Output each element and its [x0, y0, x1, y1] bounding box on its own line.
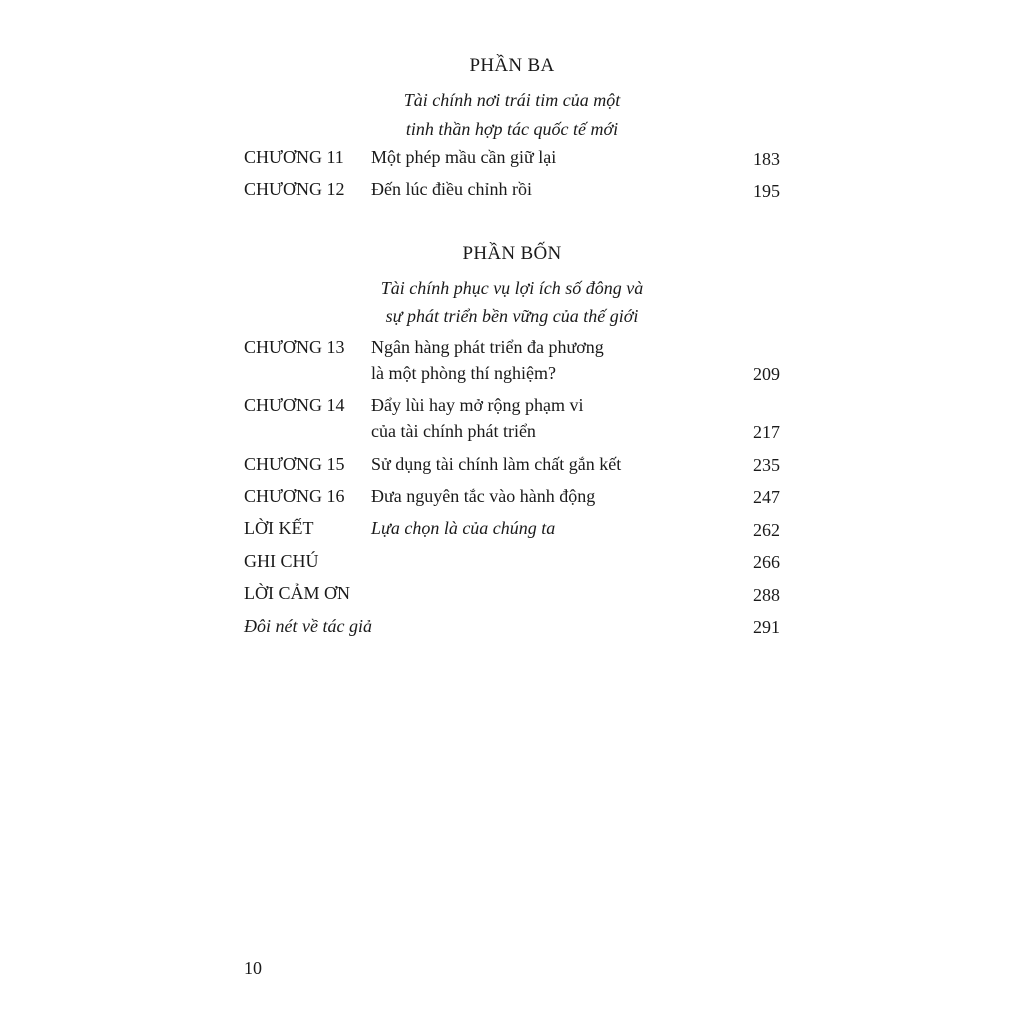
part-four-subtitle-line1: Tài chính phục vụ lợi ích số đông và [380, 278, 644, 298]
part-four-subtitle-line2: sự phát triển bền vững của thế giới [385, 306, 639, 326]
part-three-subtitle-line1: Tài chính nơi trái tim của một [403, 90, 621, 110]
toc-entry-title: Đến lúc điều chỉnh rồi [371, 179, 532, 199]
part-three-heading: PHẦN BA [469, 55, 555, 76]
toc-entry-label: CHƯƠNG 13 [244, 337, 345, 357]
toc-entry-label: Đôi nét về tác giả [244, 616, 372, 636]
toc-entry-page: 262 [753, 520, 780, 540]
toc-entry-label: CHƯƠNG 11 [244, 147, 344, 167]
part-four-heading: PHẦN BỐN [462, 243, 562, 264]
toc-entry-title: Ngân hàng phát triển đa phương [371, 337, 604, 357]
page-number-folio: 10 [244, 958, 262, 978]
toc-entry-chapter-14[interactable] [0, 392, 1024, 444]
toc-entry-chapter-13[interactable] [0, 334, 1024, 386]
toc-entry-page: 266 [753, 552, 780, 572]
toc-entry-title-continued: của tài chính phát triển [371, 421, 536, 441]
toc-entry-label: CHƯƠNG 15 [244, 454, 345, 474]
toc-entry-page: 209 [753, 364, 780, 384]
toc-entry-title-continued: là một phòng thí nghiệm? [371, 363, 556, 383]
toc-entry-page: 291 [753, 617, 780, 637]
toc-entry-title: Lựa chọn là của chúng ta [371, 518, 556, 538]
toc-entry-page: 247 [753, 487, 780, 507]
toc-entry-label: CHƯƠNG 12 [244, 179, 345, 199]
toc-entry-title: Đẩy lùi hay mở rộng phạm vi [371, 395, 584, 415]
toc-entry-page: 235 [753, 455, 780, 475]
toc-entry-label: CHƯƠNG 16 [244, 486, 345, 506]
toc-entry-page: 195 [753, 181, 780, 201]
toc-entry-page: 217 [753, 422, 780, 442]
toc-entry-label: GHI CHÚ [244, 551, 319, 571]
toc-entry-title: Sử dụng tài chính làm chất gắn kết [371, 454, 622, 474]
toc-entry-page: 288 [753, 585, 780, 605]
toc-entry-label: LỜI KẾT [244, 518, 314, 538]
toc-entry-label: CHƯƠNG 14 [244, 395, 345, 415]
toc-entry-page: 183 [753, 149, 780, 169]
toc-entry-title: Đưa nguyên tắc vào hành động [371, 486, 596, 506]
toc-entry-label: LỜI CẢM ƠN [244, 583, 350, 603]
part-three-subtitle-line2: tinh thần hợp tác quốc tế mới [405, 119, 619, 139]
toc-entry-title: Một phép mầu cần giữ lại [371, 147, 557, 167]
